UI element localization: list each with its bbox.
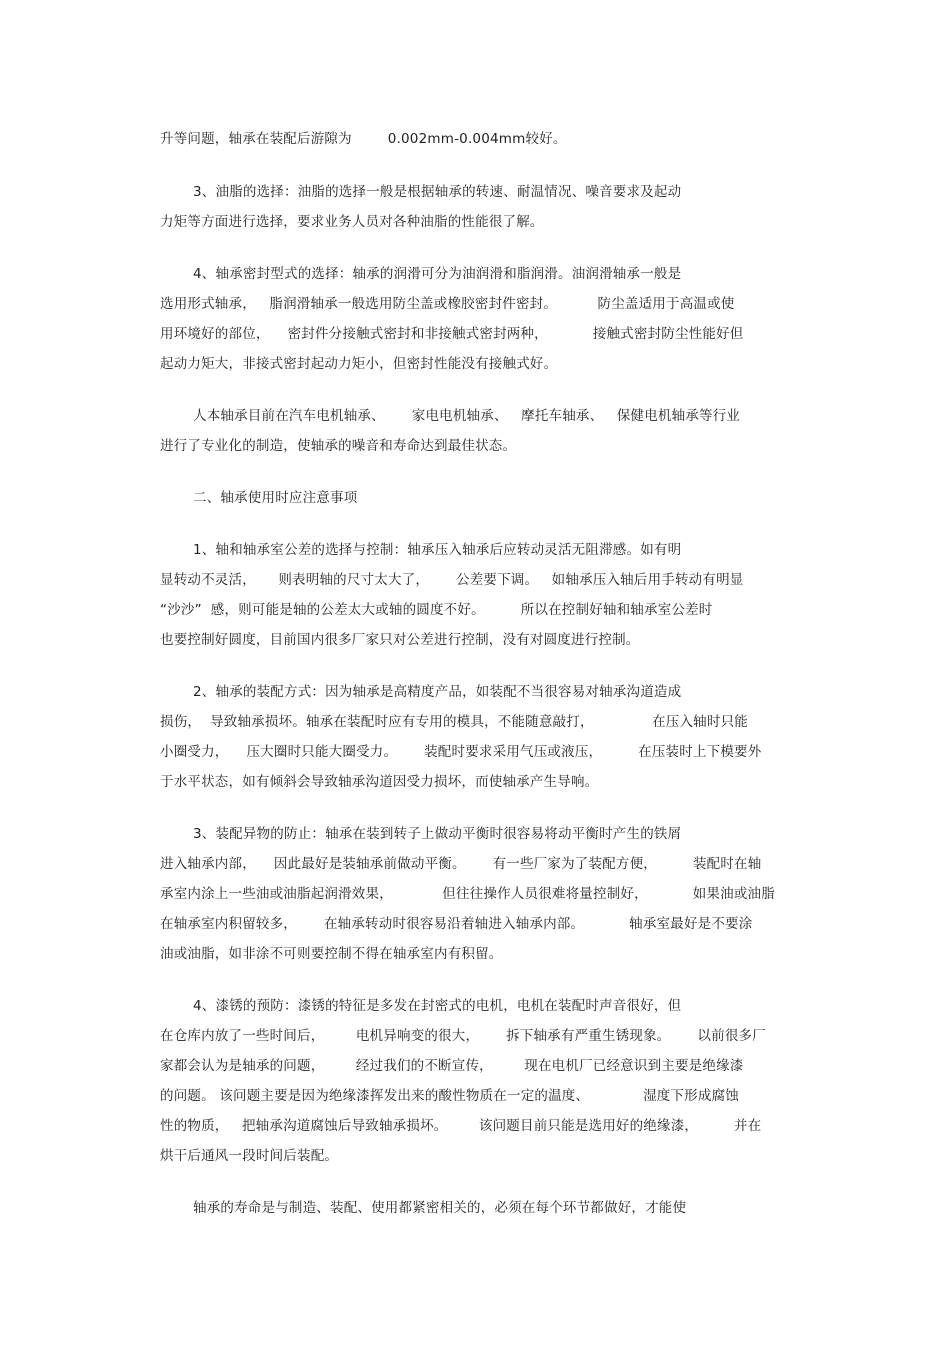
text-line: 油或油脂，如非涂不可则要控制不得在轴承室内有积留。 [160, 946, 503, 962]
paragraph-heading-grease: 3、油脂的选择：油脂的选择一般是根据轴承的转速、耐温情况、噪音要求及起动 [193, 184, 682, 200]
text-line: 烘干后通风一段时间后装配。 [160, 1148, 339, 1164]
text-line: 家都会认为是轴承的问题， 经过我们的不断宣传， 现在电机厂已经意识到主要是绝缘漆 [160, 1058, 744, 1074]
section-heading: 二、轴承使用时应注意事项 [193, 490, 358, 506]
text-line: 用环境好的部位， 密封件分接触式密封和非接触式密封两种， 接触式密封防尘性能好但 [160, 326, 744, 342]
paragraph-renben: 人本轴承目前在汽车电机轴承、 家电电机轴承、 摩托车轴承、 保健电机轴承等行业 [193, 408, 741, 424]
text-line: 力矩等方面进行选择，要求业务人员对各种油脂的性能很了解。 [160, 214, 544, 230]
paragraph-heading-foreign-matter: 3、装配异物的防止：轴承在装到转子上做动平衡时很容易将动平衡时产生的铁屑 [193, 826, 682, 842]
text-line: 也要控制好圆度，目前国内很多厂家只对公差进行控制，没有对圆度进行控制。 [160, 632, 640, 648]
text-line: “沙沙” 感，则可能是轴的公差太大或轴的圆度不好。 所以在控制好轴和轴承室公差时 [160, 602, 713, 618]
text-line: 升等问题，轴承在装配后游隙为 0.002mm-0.004mm较好。 [160, 131, 567, 147]
paragraph-heading-assembly: 2、轴承的装配方式：因为轴承是高精度产品，如装配不当很容易对轴承沟道造成 [193, 684, 682, 700]
text-line: 在仓库内放了一些时间后， 电机异响变的很大， 拆下轴承有严重生锈现象。 以前很多厂 [160, 1028, 766, 1044]
text-line: 性的物质， 把轴承沟道腐蚀后导致轴承损坏。 该问题目前只能是选用好的绝缘漆， 并在 [160, 1118, 762, 1134]
text-line: 于水平状态，如有倾斜会导致轴承沟道因受力损坏，而使轴承产生导响。 [160, 774, 599, 790]
text-line: 进行了专业化的制造，使轴承的噪音和寿命达到最佳状态。 [160, 438, 517, 454]
paragraph-heading-seal: 4、轴承密封型式的选择：轴承的润滑可分为油润滑和脂润滑。油润滑轴承一般是 [193, 266, 682, 282]
text-line: 在轴承室内积留较多， 在轴承转动时很容易沿着轴进入轴承内部。 轴承室最好是不要涂 [160, 916, 753, 932]
text-line: 进入轴承内部， 因此最好是装轴承前做动平衡。 有一些厂家为了装配方便， 装配时在轴 [160, 856, 762, 872]
text-line: 起动力矩大，非接式密封起动力矩小，但密封性能没有接触式好。 [160, 356, 558, 372]
text-line: 小圈受力， 压大圈时只能大圈受力。 装配时要求采用气压或液压， 在压装时上下模要外 [160, 744, 762, 760]
paragraph-heading-tolerance: 1、轴和轴承室公差的选择与控制：轴承压入轴承后应转动灵活无阻滞感。如有明 [193, 542, 682, 558]
text-line: 显转动不灵活， 则表明轴的尺寸太大了， 公差要下调。 如轴承压入轴后用手转动有明显 [160, 572, 744, 588]
text-line: 承室内涂上一些油或油脂起润滑效果， 但往往操作人员很难将量控制好， 如果油或油脂 [160, 886, 775, 902]
paragraph-heading-rust: 4、漆锈的预防：漆锈的特征是多发在封密式的电机，电机在装配时声音很好，但 [193, 998, 682, 1014]
paragraph-conclusion: 轴承的寿命是与制造、装配、使用都紧密相关的，必须在每个环节都做好，才能使 [193, 1200, 687, 1216]
text-line: 损伤， 导致轴承损坏。轴承在装配时应有专用的模具，不能随意敲打， 在压入轴时只能 [160, 714, 748, 730]
text-line: 的问题。 该问题主要是因为绝缘漆挥发出来的酸性物质在一定的温度、 湿度下形成腐蚀 [160, 1088, 739, 1104]
text-line: 选用形式轴承， 脂润滑轴承一般选用防尘盖或橡胶密封件密封。 防尘盖适用于高温或使 [160, 296, 735, 312]
